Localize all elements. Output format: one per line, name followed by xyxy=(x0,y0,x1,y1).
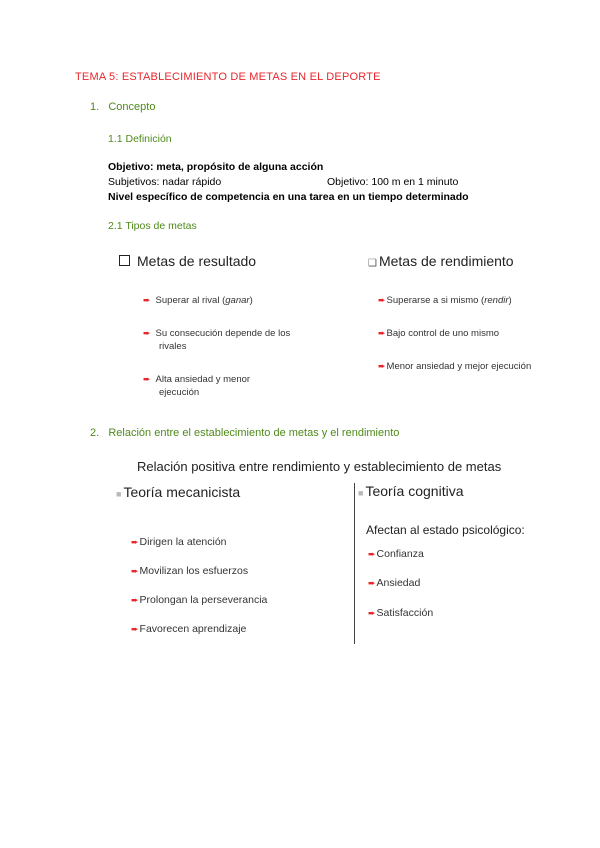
arrow-icon: ➨ xyxy=(368,549,376,559)
bullet-icon: ■ xyxy=(116,489,122,499)
rendimiento-item-1: ➨Superarse a si mismo (rendir) xyxy=(378,295,512,306)
section-2-heading xyxy=(90,427,399,439)
cognitiva-heading: ■ Teoría cognitiva xyxy=(358,483,464,499)
arrow-icon: ➨ xyxy=(131,537,139,547)
section-1-label: Concepto xyxy=(108,101,156,113)
rendimiento-item-2: ➨Bajo control de uno mismo xyxy=(378,328,500,339)
arrow-icon: ➨ xyxy=(378,295,386,305)
arrow-icon: ➨ xyxy=(368,608,376,618)
mecanicista-item-1: ➨Dirigen la atención xyxy=(131,536,227,548)
section-2-number: 2. xyxy=(90,427,100,439)
section-1-heading xyxy=(90,101,155,113)
section-1-number: 1. xyxy=(90,101,100,113)
page-title: TEMA 5: ESTABLECIMIENTO DE METAS EN EL DEPORTE xyxy=(75,71,381,83)
relacion-heading: Relación positiva entre rendimiento y establecimiento de metas xyxy=(137,459,502,474)
cognitiva-subheading: Afectan al estado psicológico: xyxy=(366,523,525,537)
arrow-icon: ➨ xyxy=(143,374,151,384)
arrow-icon: ➨ xyxy=(378,328,386,338)
rendimiento-item-3: ➨Menor ansiedad y mejor ejecución xyxy=(378,361,532,372)
mecanicista-heading: ■ Teoría mecanicista xyxy=(116,484,241,500)
cognitiva-item-1: ➨Confianza xyxy=(368,548,424,560)
bullet-icon: ■ xyxy=(358,488,364,498)
arrow-icon: ➨ xyxy=(131,624,139,634)
nivel-definition: Nivel específico de competencia en una tarea en un tiempo determinado xyxy=(108,191,469,203)
arrow-icon: ➨ xyxy=(143,328,151,338)
resultado-item-2: ➨ Su consecución depende de los rivales xyxy=(143,328,291,352)
arrow-icon: ➨ xyxy=(131,566,139,576)
cognitiva-item-2: ➨Ansiedad xyxy=(368,577,421,589)
objetivo-definition: Objetivo: meta, propósito de alguna acción xyxy=(108,161,324,173)
subjetivos-example: Subjetivos: nadar rápido xyxy=(108,176,222,188)
arrow-icon: ➨ xyxy=(143,295,151,305)
arrow-icon: ➨ xyxy=(131,595,139,605)
section-2-label: Relación entre el establecimiento de metas y el rendimiento xyxy=(108,427,400,439)
bullet-icon: ❑ xyxy=(368,258,377,269)
column-divider xyxy=(354,483,355,644)
mecanicista-item-4: ➨Favorecen aprendizaje xyxy=(131,623,247,635)
resultado-item-3: ➨ Alta ansiedad y menor ejecución xyxy=(143,374,251,398)
checkbox-icon xyxy=(119,255,130,266)
metas-rendimiento-heading: ❑ Metas de rendimiento xyxy=(368,253,514,269)
metas-resultado-heading: Metas de resultado xyxy=(119,253,256,269)
resultado-item-1: ➨ Superar al rival (ganar) xyxy=(143,295,253,306)
objetivo-example: Objetivo: 100 m en 1 minuto xyxy=(327,176,459,188)
mecanicista-item-3: ➨Prolongan la perseverancia xyxy=(131,594,268,606)
cognitiva-item-3: ➨Satisfacción xyxy=(368,607,434,619)
arrow-icon: ➨ xyxy=(378,361,386,371)
subsection-definicion: 1.1 Definición xyxy=(108,133,172,145)
subsection-tipos: 2.1 Tipos de metas xyxy=(108,220,197,232)
mecanicista-item-2: ➨Movilizan los esfuerzos xyxy=(131,565,249,577)
arrow-icon: ➨ xyxy=(368,578,376,588)
